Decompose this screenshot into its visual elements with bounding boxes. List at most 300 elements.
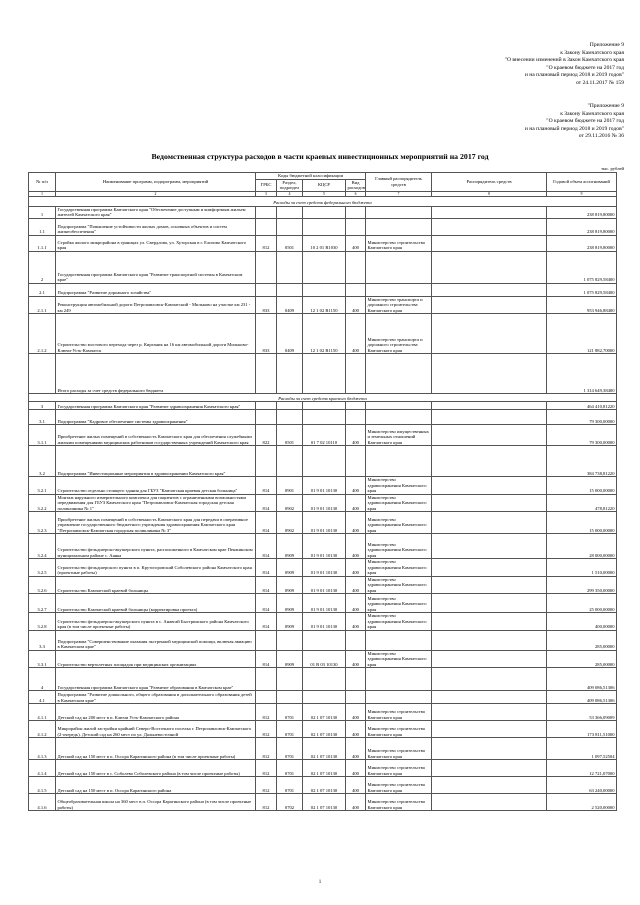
cell-grbs [256,402,277,410]
cell-gr: Министерство здравоохранения Камчатского края [366,576,432,594]
cell-kcsr: 01 9 01 10130 [303,494,346,512]
cell-name: Детский сад на 150 мест в п. Оссора Карагинского района [56,777,256,794]
cell-grbs: 814 [256,494,277,512]
program-row [29,668,617,691]
cell-name: Строительство отдельно стоящего здания для ГБУЗ "Камчатская краевая детская больница" [56,477,256,495]
cell-grbs: 814 [256,594,277,613]
cell-name: Монтаж наружного измерительного комплекса для пациентов с ограниченными возможностями передвижения для ГБУЗ Камчатского края "Петропавловск-Камчатская городская детская поликлиника № 1" [56,494,256,512]
cell-total: 238 819,80000 [547,218,617,235]
document-title: Ведомственная структура расходов в части краевых инвестиционных мероприятий на 2017 год [151,152,489,161]
cell-grbs [256,218,277,235]
cell-kcsr: 02 1 07 10130 [303,794,346,811]
cell-name: Строительство вертолетных площадок при медицинских организациях [56,650,256,668]
cell-vid [346,410,366,425]
cell-kcsr: 01 9 01 10130 [303,534,346,559]
cell-num: 3.2.2 [29,494,56,512]
cell-razdel: 0501 [277,425,303,446]
cell-gr [366,206,432,218]
cell-total: 25 000,00000 [547,594,617,613]
cell-total: 1 314 649,38400 [547,354,617,394]
cell-kcsr: 02 1 07 10130 [303,760,346,777]
cell-total: 238 819,80000 [547,235,617,251]
cell-kcsr [303,251,346,283]
cell-total: 238 819,80000 [547,206,617,218]
program-row [29,283,617,296]
cell-gr [366,251,432,283]
cell-kcsr: 12 1 02 R1150 [303,296,346,314]
cell-vid: 400 [346,794,366,811]
cell-total: 464 410,81220 [547,402,617,410]
cell-rp [432,402,547,410]
col-num-header: № п/п [29,173,56,192]
cell-grbs [256,446,277,477]
cell-razdel: 0909 [277,594,303,613]
cell-name: Подпрограмма "Развитие дошкольного, общего образования и дополнительного образования детей в Камчатском крае" [56,691,256,704]
cell-rp [432,410,547,425]
cell-rp [432,296,547,314]
cell-name: Приобретение жилых помещений в собственность Камчатского края для передачи в оперативное управление государственного бюджетного учреждения здравоохранения Камчатского края "Петропавловск-Камчатская городская поликлиника № 3" [56,512,256,534]
cell-gr: Министерство здравоохранения Камчатского края [366,613,432,631]
section-label: Расходы за счет средств краевого бюджета [29,394,617,402]
cell-num: 3.2.3 [29,512,56,534]
cell-grbs: 812 [256,738,277,760]
cell-kcsr: 01 9 01 10130 [303,512,346,534]
header-line: и на плановый период 2018 и 2019 годов" [524,72,624,79]
cell-grbs [256,283,277,296]
cell-kcsr: 02 1 07 10130 [303,704,346,721]
cell-num: 2.1 [29,283,56,296]
cell-num: 3.1 [29,410,56,425]
cell-vid [346,691,366,704]
cell-num: 1.1 [29,218,56,235]
program-row [29,691,617,704]
cell-razdel [277,218,303,235]
header-line: от 29.11.2016 № 36 [578,133,624,140]
cell-kcsr [303,354,346,394]
cell-gr: Министерство здравоохранения Камчатского края [366,494,432,512]
cell-vid: 400 [346,314,366,354]
cell-name: Микрорайон жилой застройки крайний Северо-Восточного поселка г. Петропавловск-Камчатского (2-очередь). Детский сад на 260 мест по ул. Дальневосточной [56,721,256,738]
cell-num: 3.1.1 [29,425,56,446]
cell-razdel: 0902 [277,512,303,534]
cell-vid [346,630,366,650]
cell-gr: Министерство строительства Камчатского края [366,704,432,721]
cell-gr [366,218,432,235]
cell-kcsr [303,668,346,691]
program-row [29,218,617,235]
cell-vid: 400 [346,235,366,251]
cell-name: Государственная программа Камчатского края "Развитие транспортной системы в Камчатском крае" [56,251,256,283]
header-line: Приложение 9 [589,42,624,48]
cell-razdel [277,251,303,283]
column-number: 3 [256,191,277,196]
header-line: от 24.11.2017 № 159 [575,79,624,86]
cell-total: 79 300,00000 [547,410,617,425]
column-number: 2 [56,191,256,196]
cell-total: 1 075 829,58400 [547,283,617,296]
appendix-header-new [505,42,624,88]
cell-razdel: 0909 [277,559,303,577]
cell-vid: 400 [346,477,366,495]
cell-rp [432,512,547,534]
cell-vid: 400 [346,760,366,777]
cell-kcsr: 01 9 01 10130 [303,477,346,495]
cell-num: 1 [29,206,56,218]
cell-vid: 400 [346,534,366,559]
cell-num: 4.1.5 [29,777,56,794]
cell-gr: Министерство транспорта и дорожного строительства Камчатского края [366,296,432,314]
table-row [29,794,617,811]
cell-kcsr: 01 9 01 10130 [303,594,346,613]
cell-razdel: 0701 [277,760,303,777]
cell-kcsr [303,206,346,218]
col-name-header: Наименование программ, подпрограмм, мероприятий [56,173,256,192]
program-row [29,410,617,425]
cell-razdel: 0702 [277,794,303,811]
cell-vid [346,446,366,477]
cell-grbs: 812 [256,794,277,811]
appendix-header-old [525,103,624,141]
cell-kcsr: 02 1 07 10130 [303,777,346,794]
cell-razdel: 0909 [277,576,303,594]
cell-razdel [277,206,303,218]
cell-name: Детский сад на 200 мест в п. Ключи Усть-Камчатского района [56,704,256,721]
table-row [29,296,617,314]
cell-vid: 400 [346,777,366,794]
cell-total: 173 811,51000 [547,721,617,738]
col-main-manager-header: Главный распорядитель средств [366,173,432,192]
cell-rp [432,446,547,477]
program-row [29,354,617,394]
column-number: 7 [366,191,432,196]
cell-name: Строительство фельдшерско-акушерского пункта в с. Анавгай Быстринского района Камчатского края (в том числе проектные работы) [56,613,256,631]
cell-kcsr: 12 1 02 R1150 [303,314,346,354]
cell-kcsr: 01 9 01 10130 [303,576,346,594]
cell-name: Стройка жилого микрорайона в границах ул. Свердлова, ул. Хуторская в г. Елизово Камчатского края [56,235,256,251]
cell-vid: 400 [346,650,366,668]
cell-num: 3.2.7 [29,594,56,613]
cell-grbs: 814 [256,534,277,559]
cell-name: Общеобразовательная школа на 360 мест в п. Оссора Карагинского района (в том числе проектные работы) [56,794,256,811]
cell-razdel [277,668,303,691]
cell-rp [432,721,547,738]
cell-grbs: 822 [256,425,277,446]
cell-total: 15 000,00000 [547,512,617,534]
cell-grbs: 833 [256,314,277,354]
cell-vid [346,251,366,283]
cell-razdel [277,691,303,704]
cell-num: 4.1 [29,691,56,704]
cell-rp [432,354,547,394]
cell-total: 63 240,00000 [547,777,617,794]
cell-vid: 400 [346,559,366,577]
cell-total: 478,81220 [547,494,617,512]
cell-gr [366,402,432,410]
cell-kcsr: 10 2 01 R1030 [303,235,346,251]
cell-name: Подпрограмма "Повышение устойчивости жилых домов, основных объектов и систем жизнеобеспечения" [56,218,256,235]
cell-name: Строительство Камчатской краевой больницы (корректировка проекта) [56,594,256,613]
cell-razdel [277,630,303,650]
cell-vid: 400 [346,296,366,314]
cell-razdel: 0701 [277,777,303,794]
cell-grbs: 814 [256,613,277,631]
cell-num: 4.1.6 [29,794,56,811]
cell-kcsr [303,410,346,425]
cell-rp [432,559,547,577]
program-row [29,446,617,477]
cell-kcsr: 01 9 01 10130 [303,559,346,577]
cell-vid [346,402,366,410]
cell-num: 3.2 [29,446,56,477]
table-row [29,235,617,251]
cell-total: 400,00000 [547,613,617,631]
cell-rp [432,668,547,691]
cell-gr: Министерство строительства Камчатского края [366,777,432,794]
cell-name: Государственная программа Камчатского края "Обеспечение доступным и комфортным жильем жителей Камчатского края" [56,206,256,218]
cell-total: 79 300,00000 [547,425,617,446]
cell-num: 3.3.1 [29,650,56,668]
table-row [29,425,617,446]
cell-gr: Министерство здравоохранения Камчатского края [366,534,432,559]
cell-vid: 400 [346,594,366,613]
cell-grbs [256,691,277,704]
cell-name: Итого расходы за счет средств федерального бюджета [56,354,256,394]
cell-rp [432,594,547,613]
table-row [29,738,617,760]
cell-total: 1 097,52504 [547,738,617,760]
cell-rp [432,691,547,704]
col-vid-header: Вид расходов [347,179,365,190]
cell-num [29,354,56,394]
cell-name: Детский сад на 150 мест в п. Оссора Карагинского района (в том числе проектные работы) [56,738,256,760]
cell-num: 3.3 [29,630,56,650]
cell-gr: Министерство здравоохранения Камчатского края [366,477,432,495]
cell-razdel: 0909 [277,613,303,631]
cell-rp [432,794,547,811]
cell-vid: 400 [346,738,366,760]
cell-kcsr [303,446,346,477]
table-row [29,314,617,354]
expenditure-table [28,172,617,811]
cell-total: 28 000,00000 [547,534,617,559]
cell-gr [366,691,432,704]
table-row [29,721,617,738]
cell-vid: 400 [346,494,366,512]
col-razdel-header: Раздел, подраздел [277,179,303,191]
column-number: 4 [277,191,303,196]
cell-gr [366,410,432,425]
cell-num: 3.2.6 [29,576,56,594]
column-number: 5 [303,191,346,196]
cell-name: Государственная программа Камчатского края "Развитие образования в Камчатском крае" [56,668,256,691]
cell-total: 409 086,51306 [547,668,617,691]
cell-name: Приобретение жилых помещений в собственность Камчатского края для обеспечения служебными жилыми помещениями медицинских работников государственных учреждений Камчатского края [56,425,256,446]
cell-grbs: 814 [256,576,277,594]
program-row [29,630,617,650]
page-number: 1 [318,880,322,885]
cell-total: 15 000,00000 [547,477,617,495]
cell-rp [432,477,547,495]
cell-gr: Министерство здравоохранения Камчатского края [366,594,432,613]
cell-rp [432,235,547,251]
cell-grbs: 812 [256,704,277,721]
cell-rp [432,494,547,512]
cell-grbs: 812 [256,721,277,738]
cell-name: Подпрограмма "Кадровое обеспечение системы здравоохранения" [56,410,256,425]
cell-rp [432,613,547,631]
cell-rp [432,206,547,218]
header-line: "Приложение 9 [587,103,624,109]
cell-name: Детский сад на 150 мест в с. Соболево Соболевского района (в том числе проектные работы) [56,760,256,777]
cell-gr: Министерство строительства Камчатского края [366,721,432,738]
cell-razdel: 0901 [277,477,303,495]
cell-name: Строительство фельдшерско-акушерского пункта, расположенного в Камчатском крае Пенжинском муниципальном районе с. Аянка [56,534,256,559]
cell-name: Строительство Камчатской краевой больницы [56,576,256,594]
cell-vid [346,218,366,235]
column-number: 8 [432,191,547,196]
program-row [29,206,617,218]
cell-gr: Министерство строительства Камчатского края [366,738,432,760]
table-row [29,477,617,495]
cell-rp [432,425,547,446]
cell-rp [432,704,547,721]
cell-vid: 400 [346,512,366,534]
cell-razdel [277,410,303,425]
cell-grbs: 812 [256,235,277,251]
table-row [29,494,617,512]
table-row [29,760,617,777]
cell-vid: 400 [346,721,366,738]
cell-vid: 400 [346,613,366,631]
cell-num: 3 [29,402,56,410]
table-row [29,594,617,613]
cell-total: 2 520,00000 [547,794,617,811]
cell-name: Подпрограмма "Инвестиционные мероприятия в здравоохранении Камчатского края" [56,446,256,477]
cell-razdel [277,446,303,477]
cell-vid: 400 [346,576,366,594]
cell-gr [366,668,432,691]
header-line: и на плановый период 2018 и 2019 годов" [524,125,624,132]
cell-rp [432,251,547,283]
cell-num: 4.1.4 [29,760,56,777]
cell-total: 285,00000 [547,630,617,650]
table-row [29,613,617,631]
cell-gr: Министерство строительства Камчатского края [366,235,432,251]
cell-num: 3.2.4 [29,534,56,559]
table-row [29,650,617,668]
header-line: "О внесении изменений в Закон Камчатского края [504,57,624,64]
cell-kcsr: 01 9 01 10130 [303,613,346,631]
cell-vid: 400 [346,704,366,721]
cell-razdel: 0501 [277,235,303,251]
table-row [29,534,617,559]
cell-razdel [277,283,303,296]
cell-rp [432,534,547,559]
cell-num: 2.1.2 [29,314,56,354]
column-number: 6 [346,191,366,196]
cell-gr: Министерство здравоохранения Камчатского края [366,650,432,668]
cell-kcsr [303,402,346,410]
cell-rp [432,283,547,296]
cell-name: Подпрограмма "Совершенствование оказания экстренной медицинской помощи, включая авиацию в Камчатском крае" [56,630,256,650]
cell-total: 1 510,00000 [547,559,617,577]
cell-gr: Министерство имущественных и земельных отношений Камчатского края [366,425,432,446]
cell-grbs: 814 [256,559,277,577]
cell-num: 2.1.1 [29,296,56,314]
header-line: "О краевом бюджете на 2017 год [546,118,624,125]
cell-total: 409 086,51306 [547,691,617,704]
cell-grbs [256,354,277,394]
cell-name: Строительство фельдшерского пункта в п. Крутогоровский Соболевского района Камчатского края (проектные работы) [56,559,256,577]
cell-grbs [256,630,277,650]
cell-vid [346,283,366,296]
program-row [29,402,617,410]
cell-total: 953 946,88400 [547,296,617,314]
cell-gr: Министерство здравоохранения Камчатского края [366,559,432,577]
column-number: 9 [547,191,617,196]
cell-kcsr: 01 7 02 10110 [303,425,346,446]
cell-gr: Министерство транспорта и дорожного строительства Камчатского края [366,314,432,354]
cell-grbs [256,410,277,425]
cell-grbs [256,251,277,283]
cell-gr: Министерство здравоохранения Камчатского края [366,512,432,534]
col-total-header: Годовой объем ассигнований [547,173,617,192]
cell-razdel [277,354,303,394]
cell-num: 2 [29,251,56,283]
col-kcsr-header: КЦСР [303,179,346,191]
cell-total: 121 882,70000 [547,314,617,354]
cell-kcsr [303,283,346,296]
cell-razdel: 0701 [277,721,303,738]
cell-grbs: 833 [256,296,277,314]
cell-vid [346,206,366,218]
units-label: тыс. рублей [601,166,624,171]
table-row [29,777,617,794]
program-row [29,251,617,283]
cell-rp [432,777,547,794]
cell-vid [346,354,366,394]
cell-total: 12 721,07000 [547,760,617,777]
cell-vid: 400 [346,425,366,446]
header-line: к Закону Камчатского края [560,110,624,117]
cell-num: 4 [29,668,56,691]
cell-razdel: 0701 [277,738,303,760]
cell-rp [432,576,547,594]
cell-num: 3.2.1 [29,477,56,495]
col-codes-group-header: Коды бюджетной классификации [256,173,366,180]
cell-total: 1 075 829,58400 [547,251,617,283]
cell-total: 285,00000 [547,650,617,668]
cell-gr [366,446,432,477]
cell-grbs [256,668,277,691]
cell-kcsr: 01 В 03 10130 [303,650,346,668]
cell-name: Строительство мостового перехода через р. Кирганик на 16 км автомобильной дороги Мильково-Ключи-Усть-Камчатск [56,314,256,354]
cell-rp [432,650,547,668]
cell-razdel: 0701 [277,704,303,721]
cell-gr: Министерство строительства Камчатского края [366,794,432,811]
cell-razdel: 0409 [277,314,303,354]
col-grbs-header: ГРБС [256,179,277,191]
cell-num: 4.1.1 [29,704,56,721]
cell-grbs: 814 [256,512,277,534]
cell-total: 53 366,09009 [547,704,617,721]
cell-num: 1.1.1 [29,235,56,251]
cell-rp [432,738,547,760]
table-row [29,559,617,577]
table-row [29,512,617,534]
cell-kcsr [303,691,346,704]
cell-kcsr [303,218,346,235]
